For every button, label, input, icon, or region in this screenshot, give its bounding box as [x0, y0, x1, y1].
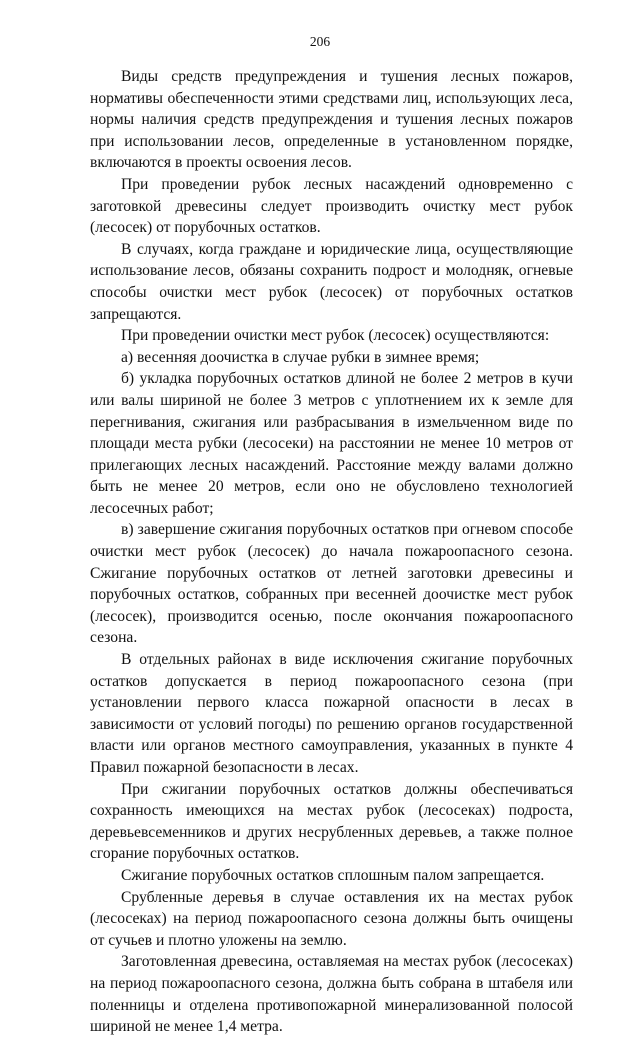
- paragraph-9: При сжигании порубочных остатков должны обеспечиваться сохранность имеющихся на местах рубок (лесосеках) подроста, деревьевсеменников и других несрубленных деревьев, а также полное сгорание порубочных остатков.: [90, 780, 573, 863]
- paragraph-3: В случаях, когда граждане и юридические лица, осуществляющие использование лесов, обязаны сохранить подрост и молодняк, огневые способы очистки мест рубок (лесосек) от порубочных остатков запрещаются.: [90, 240, 573, 323]
- paragraph-4: При проведении очистки мест рубок (лесосек) осуществляются:: [121, 327, 550, 345]
- body-text: [90, 66, 573, 1038]
- paragraph-6: б) укладка порубочных остатков длиной не более 2 метров в кучи или валы шириной не более 3 метров с уплотнением их к земле для перегнивания, сжигания или разбрасывания в измельченном виде по площади места рубки (лесосеки) на расстоянии не менее 10 метров от прилегающих лесных насаждений. Расстояние между валами должно быть не менее 20 метров, если оно не обусловлено технологией лесосечных работ;: [90, 370, 573, 517]
- paragraph-11: Срубленные деревья в случае оставления их на местах рубок (лесосеках) на период пожароопасного сезона должны быть очищены от сучьев и плотно уложены на землю.: [90, 888, 573, 949]
- paragraph-12: Заготовленная древесина, оставляемая на местах рубок (лесосеках) на период пожароопасного сезона, должна быть собрана в штабеля или поленницы и отделена противопожарной минерализованной полосой шириной не менее 1,4 метра.: [90, 953, 573, 1036]
- paragraph-10: Сжигание порубочных остатков сплошным палом запрещается.: [121, 866, 545, 884]
- paragraph-5: а) весенняя доочистка в случае рубки в зимнее время;: [121, 348, 480, 366]
- page-number: 206: [309, 34, 331, 49]
- paragraph-2: При проведении рубок лесных насаждений одновременно с заготовкой древесины следует производить очистку мест рубок (лесосек) от порубочных остатков.: [90, 175, 573, 237]
- paragraph-8: В отдельных районах в виде исключения сжигание порубочных остатков допускается в период пожароопасного сезона (при установлении первого класса пожарной опасности в лесах в зависимости от условий погоды) по решению органов государственной власти или органов местного самоуправления, указанных в пункте 4 Правил пожарной безопасности в лесах.: [90, 651, 573, 776]
- paragraph-1: Виды средств предупреждения и тушения лесных пожаров, нормативы обеспеченности этими средствами лиц, использующих леса, нормы наличия средств предупреждения и тушения лесных пожаров при использовании лесов, определенные в установленном порядке, включаются в проекты освоения лесов.: [90, 68, 573, 172]
- paragraph-7: в) завершение сжигания порубочных остатков при огневом способе очистки мест рубок (лесосек) до начала пожароопасного сезона. Сжигание порубочных остатков от летней заготовки древесины и порубочных остатков, собранных при весенней доочистке мест рубок (лесосек), производится осенью, после окончания пожароопасного сезона.: [90, 521, 573, 647]
